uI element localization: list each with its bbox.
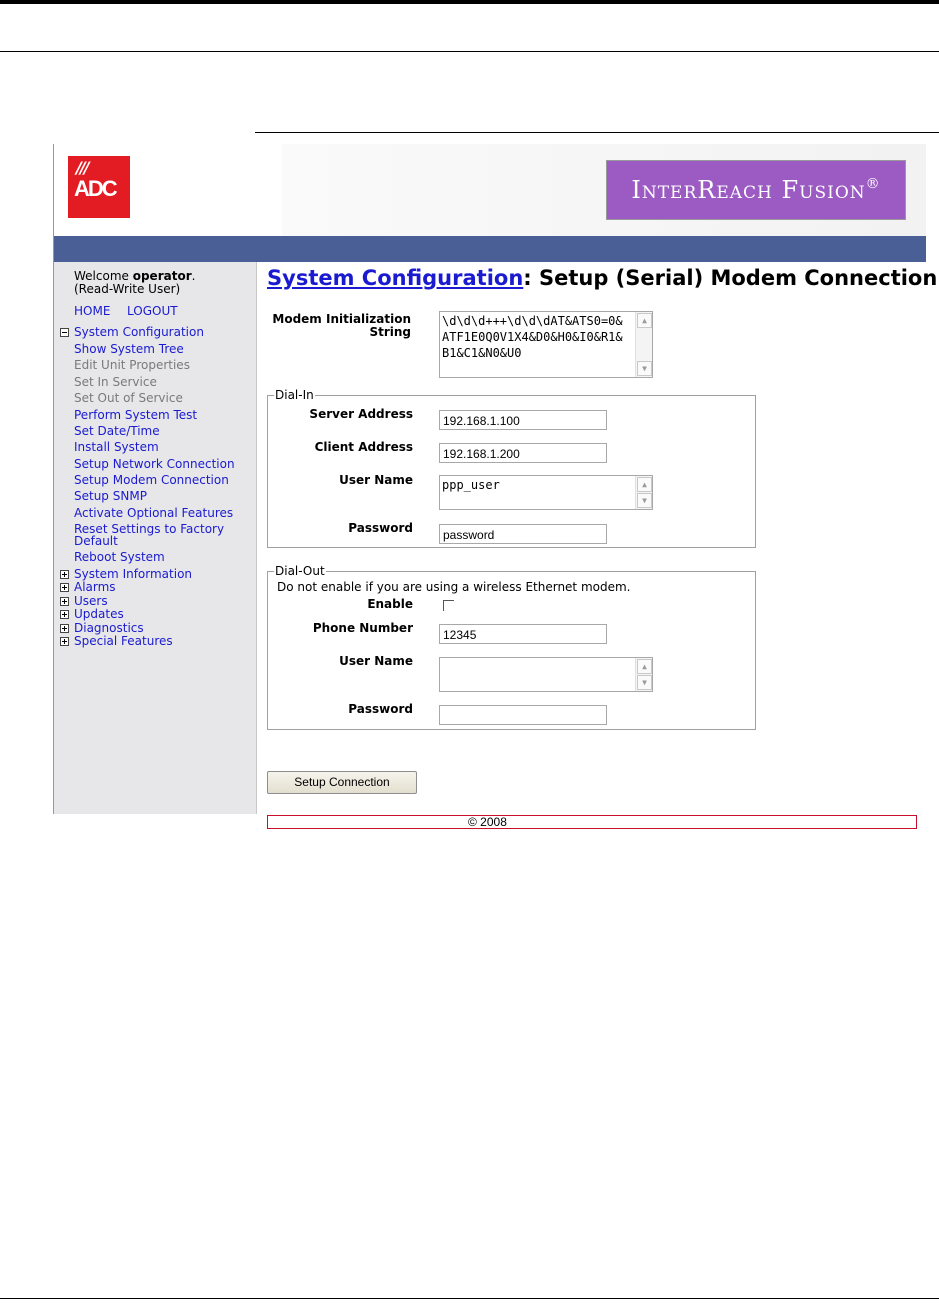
setup-connection-button[interactable]: Setup Connection bbox=[267, 771, 417, 794]
banner-bar bbox=[54, 236, 926, 262]
modem-init-label bbox=[267, 313, 411, 339]
title-rest: : Setup (Serial) Modem Connection bbox=[523, 266, 938, 290]
scroll-up-icon[interactable]: ▲ bbox=[637, 313, 652, 328]
expand-icon[interactable] bbox=[60, 637, 69, 646]
figure-rule bbox=[255, 132, 939, 133]
logout-link[interactable]: LOGOUT bbox=[127, 304, 178, 318]
collapse-icon[interactable] bbox=[60, 328, 69, 337]
dial-out-user-name-label: User Name bbox=[339, 654, 413, 668]
sidebar-item-set-in-service: Set In Service bbox=[74, 375, 157, 389]
server-address-input[interactable]: 192.168.1.100 bbox=[439, 410, 607, 430]
dial-out-legend: Dial-Out bbox=[275, 564, 325, 578]
top-rule bbox=[0, 0, 939, 4]
adc-logo bbox=[68, 156, 130, 218]
title-link[interactable]: System Configuration bbox=[267, 266, 524, 290]
username: operator bbox=[132, 269, 192, 283]
sidebar-section-system-information[interactable]: System Information bbox=[74, 567, 193, 581]
sidebar-item-install-system[interactable]: Install System bbox=[74, 440, 159, 454]
server-address-label: Server Address bbox=[309, 407, 413, 421]
enable-label: Enable bbox=[367, 597, 413, 611]
modem-init-line: B1&C1&N0&U0 bbox=[442, 346, 522, 360]
dial-in-password-input[interactable]: password bbox=[439, 524, 607, 544]
modem-init-label-line2: String bbox=[369, 325, 411, 339]
browser-screenshot bbox=[53, 144, 938, 829]
scrollbar[interactable] bbox=[635, 476, 652, 509]
expand-icon[interactable] bbox=[60, 624, 69, 633]
sidebar bbox=[54, 262, 257, 814]
expand-icon[interactable] bbox=[60, 583, 69, 592]
dial-in-user-name-label: User Name bbox=[339, 473, 413, 487]
sidebar-item-perform-system-test[interactable]: Perform System Test bbox=[74, 408, 198, 422]
banner bbox=[54, 144, 926, 236]
sidebar-item-reset-settings[interactable]: Reset Settings to Factory bbox=[74, 522, 225, 536]
home-link[interactable]: HOME bbox=[74, 304, 111, 318]
user-role: (Read-Write User) bbox=[74, 282, 181, 296]
scrollbar[interactable] bbox=[635, 312, 652, 377]
client-address-label: Client Address bbox=[314, 440, 413, 454]
dial-in-password-label: Password bbox=[348, 521, 413, 535]
modem-init-label-line1: Modem Initialization bbox=[272, 312, 411, 326]
scrollbar[interactable] bbox=[635, 658, 652, 691]
sidebar-section-updates[interactable]: Updates bbox=[74, 607, 124, 621]
dial-out-note: Do not enable if you are using a wireless Ethernet modem. bbox=[277, 580, 631, 594]
sidebar-item-activate-optional-features[interactable]: Activate Optional Features bbox=[74, 506, 234, 520]
dial-out-password-label: Password bbox=[348, 702, 413, 716]
sidebar-item-setup-modem-connection[interactable]: Setup Modem Connection bbox=[74, 473, 229, 487]
expand-icon[interactable] bbox=[60, 597, 69, 606]
modem-init-line: ATF1E0Q0V1X4&D0&H0&I0&R1& bbox=[442, 330, 623, 344]
copyright-footer bbox=[267, 815, 917, 829]
logo-slashes: /// bbox=[76, 158, 88, 177]
page-title bbox=[267, 266, 937, 290]
sidebar-section-diagnostics[interactable]: Diagnostics bbox=[74, 621, 144, 635]
sidebar-system-configuration[interactable]: System Configuration bbox=[74, 325, 204, 339]
sidebar-item-set-out-of-service: Set Out of Service bbox=[74, 391, 183, 405]
welcome-prefix: Welcome bbox=[74, 269, 133, 283]
scroll-down-icon[interactable]: ▼ bbox=[637, 361, 652, 376]
copyright-text: © 2008 bbox=[468, 815, 507, 829]
welcome-suffix: . bbox=[191, 269, 196, 283]
dial-out-user-name-input[interactable] bbox=[439, 657, 653, 692]
dial-in-legend: Dial-In bbox=[275, 388, 314, 402]
sidebar-section-special-features[interactable]: Special Features bbox=[74, 634, 173, 648]
phone-number-input[interactable]: 12345 bbox=[439, 624, 607, 644]
sidebar-item-reboot-system[interactable]: Reboot System bbox=[74, 550, 165, 564]
sidebar-item-setup-snmp[interactable]: Setup SNMP bbox=[74, 489, 147, 503]
scroll-up-icon[interactable]: ▲ bbox=[637, 659, 652, 674]
main-content bbox=[257, 262, 938, 829]
sidebar-section-alarms[interactable]: Alarms bbox=[74, 580, 116, 594]
scroll-up-icon[interactable]: ▲ bbox=[637, 477, 652, 492]
dial-out-password-input[interactable] bbox=[439, 705, 607, 725]
dial-in-user-name-value: ppp_user bbox=[442, 478, 500, 492]
scroll-down-icon[interactable]: ▼ bbox=[637, 493, 652, 508]
header-rule bbox=[0, 51, 939, 52]
phone-number-label: Phone Number bbox=[312, 621, 413, 635]
modem-init-textarea[interactable] bbox=[439, 311, 653, 378]
sidebar-item-setup-network-connection[interactable]: Setup Network Connection bbox=[74, 457, 235, 471]
enable-checkbox[interactable] bbox=[443, 600, 454, 611]
modem-init-line: \d\d\d+++\d\d\dAT&ATS0=0& bbox=[442, 314, 623, 328]
dial-in-user-name-input[interactable] bbox=[439, 475, 653, 510]
expand-icon[interactable] bbox=[60, 610, 69, 619]
registered-mark: ® bbox=[865, 176, 881, 192]
sidebar-item-reset-settings-default[interactable]: Default bbox=[74, 534, 118, 548]
bottom-rule bbox=[0, 1298, 939, 1299]
brand-text: InterReach Fusion bbox=[631, 176, 866, 204]
logo-text: ADC bbox=[74, 176, 116, 201]
client-address-input[interactable]: 192.168.1.200 bbox=[439, 443, 607, 463]
sidebar-item-set-date-time[interactable]: Set Date/Time bbox=[74, 424, 160, 438]
sidebar-section-users[interactable]: Users bbox=[74, 594, 108, 608]
sidebar-item-show-system-tree[interactable]: Show System Tree bbox=[74, 342, 184, 356]
interreach-fusion-logo bbox=[606, 160, 906, 220]
scroll-down-icon[interactable]: ▼ bbox=[637, 675, 652, 690]
sidebar-item-edit-unit-properties: Edit Unit Properties bbox=[74, 358, 190, 372]
expand-icon[interactable] bbox=[60, 570, 69, 579]
